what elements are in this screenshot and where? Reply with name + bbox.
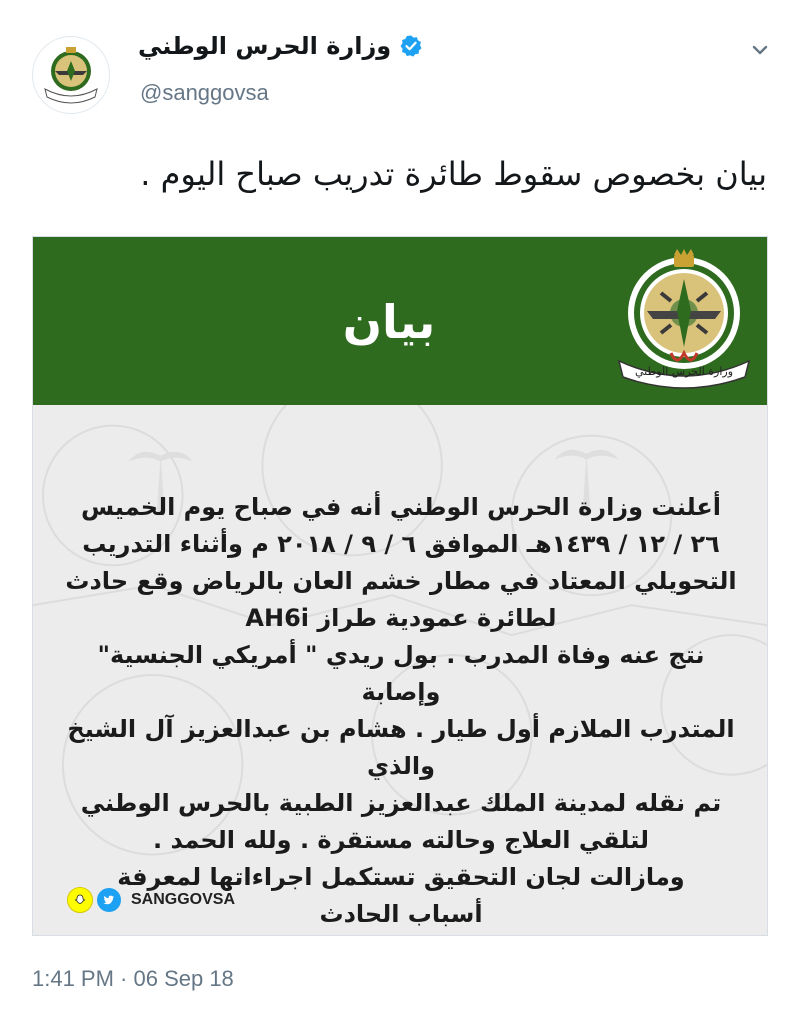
statement-line: أعلنت وزارة الحرس الوطني أنه في صباح يوم الخميس xyxy=(80,493,722,521)
profile-avatar[interactable] xyxy=(32,36,110,114)
statement-line: تم نقله لمدينة الملك عبدالعزيز الطبية بالحرس الوطني xyxy=(80,789,722,817)
statement-line: ٢٦ / ١٢ / ١٤٣٩هـ الموافق ٦ / ٩ / ٢٠١٨ م وأثناء التدريب xyxy=(82,530,720,558)
author-handle[interactable]: @sanggovsa xyxy=(140,80,269,105)
statement-banner xyxy=(33,237,767,405)
snapchat-icon xyxy=(67,887,93,913)
social-footer xyxy=(67,887,235,913)
statement-line: أسباب الحادث xyxy=(319,900,483,928)
banner-title: بيان xyxy=(342,295,436,349)
statement-text xyxy=(63,489,739,933)
author-display-name[interactable]: وزارة الحرس الوطني xyxy=(138,32,392,60)
statement-line: لطائرة عمودية طراز AH6i xyxy=(245,604,557,632)
statement-line: التحويلي المعتاد في مطار خشم العان بالرياض وقع حادث xyxy=(65,567,737,595)
social-handle: SANGGOVSA xyxy=(131,891,236,908)
logo-caption: وزارة الحرس الوطني xyxy=(634,365,734,378)
statement-line: ومازالت لجان التحقيق تستكمل اجراءاتها لمعرفة xyxy=(117,863,685,891)
statement-line: نتج عنه وفاة المدرب . بول ريدي " أمريكي الجنسية" وإصابة xyxy=(97,641,705,706)
chevron-down-icon[interactable] xyxy=(748,38,772,62)
tweet-timestamp[interactable]: 1:41 PM · 06 Sep 18 xyxy=(32,966,234,991)
verified-badge-icon xyxy=(399,34,423,58)
tweet-image[interactable] xyxy=(32,236,768,936)
author-name-row[interactable] xyxy=(138,28,423,64)
national-guard-emblem-icon xyxy=(33,37,109,113)
statement-line: لتلقي العلاج وحالته مستقرة . ولله الحمد . xyxy=(153,826,649,854)
tweet-text: بيان بخصوص سقوط طائرة تدريب صباح اليوم . xyxy=(140,155,767,193)
tweet-header xyxy=(0,0,800,130)
national-guard-logo-icon xyxy=(611,249,757,395)
twitter-icon xyxy=(97,888,121,912)
statement-line: المتدرب الملازم أول طيار . هشام بن عبدالعزيز آل الشيخ والذي xyxy=(67,715,735,780)
